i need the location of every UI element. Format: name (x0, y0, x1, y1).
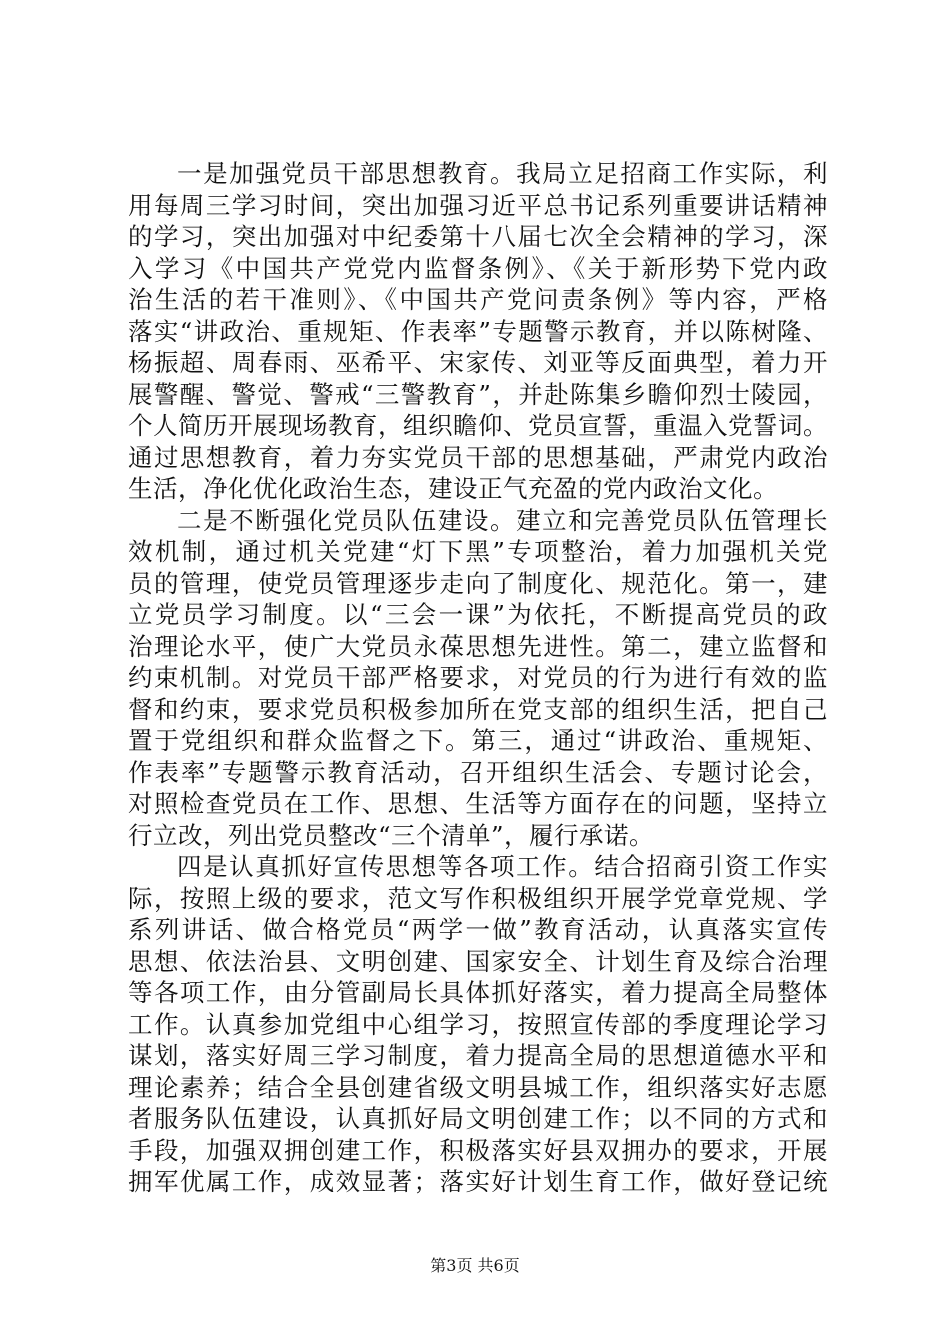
paragraph-line: 工作。认真参加党组中心组学习，按照宣传部的季度理论学习 (128, 1009, 828, 1039)
paragraph-line: 对照检查党员在工作、思想、生活等方面存在的问题，坚持立 (128, 789, 828, 818)
paragraph-line: 治理论水平，使广大党员永葆思想先进性。第二，建立监督和 (128, 631, 828, 661)
paragraph-3 (128, 851, 828, 1198)
paragraph-line: 系列讲话、做合格党员“两学一做”教育活动，认真落实宣传 (128, 915, 828, 944)
paragraph-line: 二是不断强化党员队伍建设。建立和完善党员队伍管理长 (177, 505, 828, 535)
paragraph-line: 督和约束，要求党员积极参加所在党支部的组织生活，把自己 (128, 694, 828, 724)
page-number-footer: 第3页 共6页 (430, 1256, 520, 1275)
paragraph-line: 的学习，突出加强对中纪委第十八届七次全会精神的学习，深 (128, 222, 828, 251)
paragraph-line: 谋划，落实好周三学习制度，着力提高全局的思想道德水平和 (128, 1041, 828, 1070)
paragraph-line: 作表率”专题警示教育活动，召开组织生活会、专题讨论会， (128, 757, 828, 787)
paragraph-line: 治生活的若干准则》、《中国共产党问责条例》等内容，严格 (128, 285, 828, 314)
paragraph-line: 杨振超、周春雨、巫希平、宋家传、刘亚等反面典型，着力开 (128, 348, 828, 377)
paragraph-line: 用每周三学习时间，突出加强习近平总书记系列重要讲话精神 (128, 190, 828, 220)
paragraph-line: 落实“讲政治、重规矩、作表率”专题警示教育，并以陈树隆、 (128, 316, 828, 346)
paragraph-line: 入学习《中国共产党党内监督条例》、《关于新形势下党内政 (128, 253, 828, 283)
paragraph-2 (128, 505, 828, 852)
paragraph-line: 展警醒、警觉、警戒“三警教育”，并赴陈集乡瞻仰烈士陵园， (128, 379, 828, 409)
paragraph-line: 生活，净化优化政治生态，建设正气充盈的党内政治文化。 (128, 474, 778, 503)
paragraph-1 (128, 158, 828, 505)
paragraph-line: 通过思想教育，着力夯实党员干部的思想基础，严肃党内政治 (128, 442, 828, 472)
paragraph-line: 际，按照上级的要求，范文写作积极组织开展学党章党规、学 (128, 883, 828, 913)
paragraph-line: 立党员学习制度。以“三会一课”为依托，不断提高党员的政 (128, 600, 828, 629)
paragraph-line: 四是认真抓好宣传思想等各项工作。结合招商引资工作实 (177, 852, 828, 881)
paragraph-line: 个人简历开展现场教育，组织瞻仰、党员宣誓，重温入党誓词。 (128, 411, 828, 440)
document-body (128, 158, 828, 1198)
paragraph-line: 理论素养；结合全县创建省级文明县城工作，组织落实好志愿 (128, 1072, 828, 1102)
paragraph-line: 者服务队伍建设，认真抓好局文明创建工作；以不同的方式和 (128, 1104, 828, 1133)
paragraph-line: 等各项工作，由分管副局长具体抓好落实，着力提高全局整体 (128, 978, 828, 1007)
paragraph-line: 行立改，列出党员整改“三个清单”，履行承诺。 (128, 820, 655, 850)
paragraph-line: 一是加强党员干部思想教育。我局立足招商工作实际，利 (177, 159, 828, 188)
paragraph-line: 手段，加强双拥创建工作，积极落实好县双拥办的要求，开展 (128, 1135, 828, 1165)
paragraph-line: 效机制，通过机关党建“灯下黑”专项整治，着力加强机关党 (128, 537, 828, 566)
paragraph-line: 约束机制。对党员干部严格要求，对党员的行为进行有效的监 (128, 663, 828, 692)
paragraph-line: 思想、依法治县、文明创建、国家安全、计划生育及综合治理 (128, 946, 828, 976)
paragraph-line: 置于党组织和群众监督之下。第三，通过“讲政治、重规矩、 (128, 726, 828, 755)
paragraph-line: 拥军优属工作，成效显著；落实好计划生育工作，做好登记统 (128, 1167, 828, 1196)
paragraph-line: 员的管理，使党员管理逐步走向了制度化、规范化。第一，建 (128, 568, 828, 598)
